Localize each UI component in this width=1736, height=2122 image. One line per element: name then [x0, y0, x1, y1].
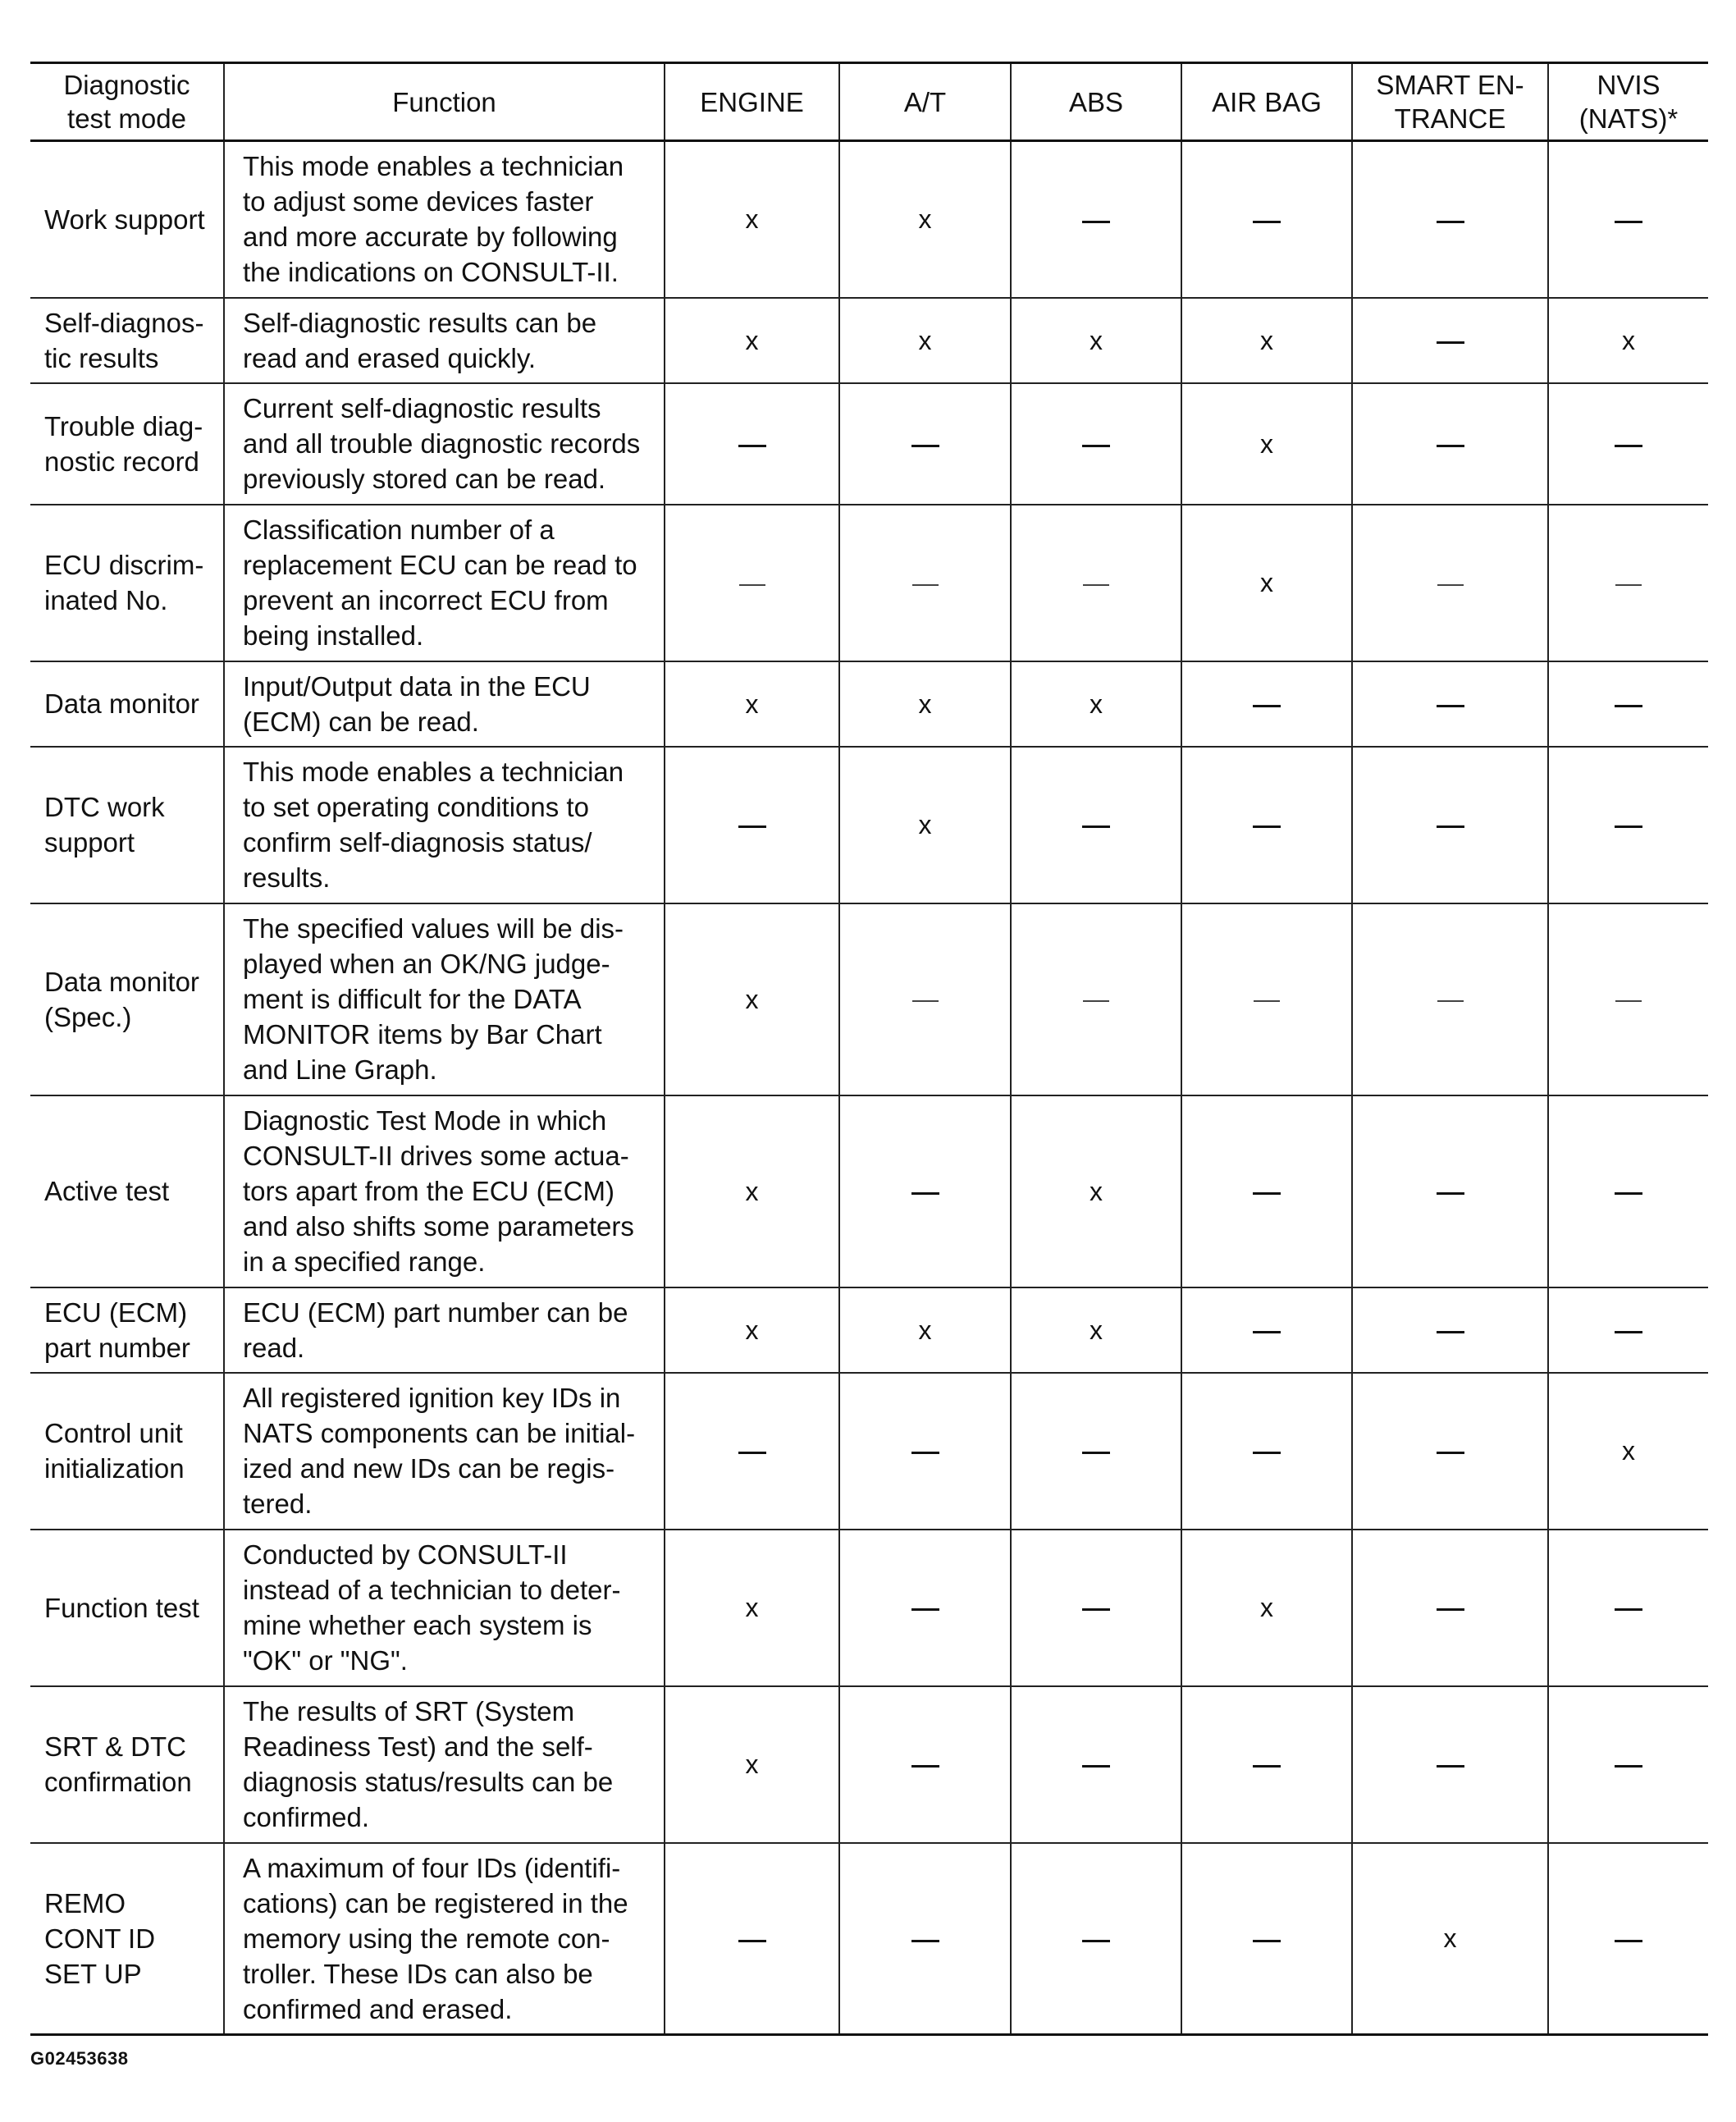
support-cell-smart-entrance [1352, 903, 1548, 1095]
table-row [30, 1686, 1708, 1843]
not-supported-dash-icon [912, 584, 939, 586]
not-supported-dash-icon [1082, 1765, 1110, 1768]
support-cell-air-bag [1181, 1095, 1352, 1287]
function-description-cell: Current self-diagnostic results and all trouble diagnostic records previously stored can be read. [224, 383, 665, 505]
supported-mark: x [745, 984, 759, 1014]
table-row [30, 505, 1708, 661]
header-function: Function [224, 63, 665, 141]
support-cell-engine [665, 141, 839, 298]
not-supported-dash-icon [1254, 1000, 1280, 1002]
supported-mark: x [918, 204, 932, 235]
not-supported-dash-icon [1615, 445, 1642, 447]
support-cell-smart-entrance [1352, 661, 1548, 747]
support-cell-smart-entrance [1352, 1843, 1548, 2035]
not-supported-dash-icon [911, 1940, 939, 1942]
not-supported-dash-icon [1253, 1452, 1281, 1454]
support-cell-nvis-nats [1548, 383, 1708, 505]
support-cell-abs [1011, 661, 1181, 747]
supported-mark: x [1260, 428, 1273, 459]
table-row [30, 661, 1708, 747]
support-cell-nvis-nats [1548, 661, 1708, 747]
not-supported-dash-icon [911, 1192, 939, 1195]
supported-mark: x [1260, 325, 1273, 355]
support-cell-abs [1011, 298, 1181, 383]
support-cell-at [839, 747, 1011, 903]
header-air-bag: AIR BAG [1181, 63, 1352, 141]
support-cell-at [839, 661, 1011, 747]
header-at: A/T [839, 63, 1011, 141]
table-row [30, 141, 1708, 298]
support-cell-abs [1011, 1095, 1181, 1287]
support-cell-engine [665, 1530, 839, 1686]
not-supported-dash-icon [1437, 1765, 1464, 1768]
not-supported-dash-icon [911, 1765, 939, 1768]
supported-mark: x [1443, 1923, 1457, 1954]
support-cell-smart-entrance [1352, 383, 1548, 505]
supported-mark: x [1090, 1315, 1103, 1345]
support-cell-at [839, 141, 1011, 298]
supported-mark: x [745, 688, 759, 719]
diagnostic-mode-cell: ECU discrim- inated No. [30, 505, 224, 661]
support-cell-air-bag [1181, 505, 1352, 661]
not-supported-dash-icon [1615, 1608, 1642, 1611]
not-supported-dash-icon [911, 1452, 939, 1454]
support-cell-smart-entrance [1352, 1095, 1548, 1287]
supported-mark: x [918, 325, 932, 355]
not-supported-dash-icon [1615, 1000, 1642, 1002]
not-supported-dash-icon [1615, 1331, 1642, 1333]
support-cell-abs [1011, 141, 1181, 298]
diagnostic-mode-cell: Data monitor [30, 661, 224, 747]
supported-mark: x [918, 688, 932, 719]
not-supported-dash-icon [1082, 445, 1110, 447]
supported-mark: x [745, 1315, 759, 1345]
not-supported-dash-icon [1437, 1452, 1464, 1454]
support-cell-at [839, 1843, 1011, 2035]
not-supported-dash-icon [1615, 825, 1642, 828]
function-description-cell: Diagnostic Test Mode in which CONSULT-II drives some actua- tors apart from the ECU (ECM) and also shifts some parameters in a specified range. [224, 1095, 665, 1287]
function-description-cell: Conducted by CONSULT-II instead of a technician to deter- mine whether each system is "OK" or "NG". [224, 1530, 665, 1686]
support-cell-engine [665, 383, 839, 505]
support-cell-air-bag [1181, 747, 1352, 903]
not-supported-dash-icon [1082, 221, 1110, 223]
not-supported-dash-icon [1437, 1192, 1464, 1195]
support-cell-abs [1011, 505, 1181, 661]
header-abs: ABS [1011, 63, 1181, 141]
supported-mark: x [1622, 325, 1635, 355]
not-supported-dash-icon [1253, 221, 1281, 223]
support-cell-air-bag [1181, 383, 1352, 505]
supported-mark: x [1090, 688, 1103, 719]
function-description-cell: This mode enables a technician to set operating conditions to confirm self-diagnosis status/ results. [224, 747, 665, 903]
diagnostic-mode-cell: REMO CONT ID SET UP [30, 1843, 224, 2035]
support-cell-air-bag [1181, 903, 1352, 1095]
support-cell-engine [665, 747, 839, 903]
support-cell-air-bag [1181, 1373, 1352, 1530]
support-cell-abs [1011, 1843, 1181, 2035]
function-description-cell: The results of SRT (System Readiness Test) and the self- diagnosis status/results can be confirmed. [224, 1686, 665, 1843]
support-cell-smart-entrance [1352, 1373, 1548, 1530]
not-supported-dash-icon [1437, 1000, 1464, 1002]
not-supported-dash-icon [1437, 1608, 1464, 1611]
header-nvis-nats: NVIS (NATS)* [1548, 63, 1708, 141]
supported-mark: x [1260, 568, 1273, 597]
not-supported-dash-icon [739, 584, 765, 586]
diagnostic-mode-cell: Work support [30, 141, 224, 298]
diagnostic-mode-cell: SRT & DTC confirmation [30, 1686, 224, 1843]
not-supported-dash-icon [1437, 584, 1464, 586]
table-row [30, 1095, 1708, 1287]
header-diagnostic-test-mode: Diagnostic test mode [30, 63, 224, 141]
table-header-row [30, 63, 1708, 141]
diagnostic-mode-cell: Trouble diag- nostic record [30, 383, 224, 505]
support-cell-nvis-nats [1548, 747, 1708, 903]
support-cell-smart-entrance [1352, 747, 1548, 903]
support-cell-abs [1011, 1530, 1181, 1686]
diagnostic-mode-cell: Function test [30, 1530, 224, 1686]
function-description-cell: Input/Output data in the ECU (ECM) can be read. [224, 661, 665, 747]
function-description-cell: Classification number of a replacement ECU can be read to prevent an incorrect ECU from being installed. [224, 505, 665, 661]
support-cell-nvis-nats [1548, 1686, 1708, 1843]
diagnostic-mode-cell: Control unit initialization [30, 1373, 224, 1530]
not-supported-dash-icon [1083, 1000, 1109, 1002]
support-cell-at [839, 383, 1011, 505]
support-cell-engine [665, 505, 839, 661]
support-cell-air-bag [1181, 141, 1352, 298]
support-cell-at [839, 1287, 1011, 1373]
not-supported-dash-icon [1253, 1192, 1281, 1195]
support-cell-at [839, 298, 1011, 383]
support-cell-engine [665, 1095, 839, 1287]
support-cell-nvis-nats [1548, 903, 1708, 1095]
not-supported-dash-icon [1253, 705, 1281, 707]
support-cell-smart-entrance [1352, 1686, 1548, 1843]
not-supported-dash-icon [1437, 221, 1464, 223]
support-cell-nvis-nats [1548, 1287, 1708, 1373]
support-cell-abs [1011, 1287, 1181, 1373]
not-supported-dash-icon [1437, 341, 1464, 344]
support-cell-abs [1011, 747, 1181, 903]
support-cell-air-bag [1181, 1686, 1352, 1843]
not-supported-dash-icon [911, 445, 939, 447]
support-cell-smart-entrance [1352, 1530, 1548, 1686]
support-cell-air-bag [1181, 298, 1352, 383]
not-supported-dash-icon [1437, 445, 1464, 447]
support-cell-air-bag [1181, 1843, 1352, 2035]
not-supported-dash-icon [738, 825, 766, 828]
support-cell-nvis-nats [1548, 1530, 1708, 1686]
support-cell-engine [665, 661, 839, 747]
support-cell-engine [665, 1686, 839, 1843]
not-supported-dash-icon [1082, 1452, 1110, 1454]
not-supported-dash-icon [738, 1452, 766, 1454]
not-supported-dash-icon [1253, 825, 1281, 828]
not-supported-dash-icon [738, 445, 766, 447]
supported-mark: x [1622, 1436, 1635, 1466]
support-cell-engine [665, 903, 839, 1095]
function-description-cell: ECU (ECM) part number can be read. [224, 1287, 665, 1373]
not-supported-dash-icon [1615, 705, 1642, 707]
support-cell-abs [1011, 1686, 1181, 1843]
table-row [30, 903, 1708, 1095]
supported-mark: x [745, 1749, 759, 1779]
diagnostic-mode-cell: Data monitor (Spec.) [30, 903, 224, 1095]
diagnostic-mode-cell: DTC work support [30, 747, 224, 903]
support-cell-nvis-nats [1548, 505, 1708, 661]
table-row [30, 298, 1708, 383]
diagnostic-test-mode-table [30, 62, 1708, 2036]
support-cell-nvis-nats [1548, 1095, 1708, 1287]
supported-mark: x [1090, 1176, 1103, 1206]
function-description-cell: This mode enables a technician to adjust some devices faster and more accurate by following the indications on CONSULT-II. [224, 141, 665, 298]
not-supported-dash-icon [1615, 1940, 1642, 1942]
not-supported-dash-icon [1615, 1192, 1642, 1195]
support-cell-smart-entrance [1352, 1287, 1548, 1373]
table-row [30, 1373, 1708, 1530]
supported-mark: x [745, 1593, 759, 1622]
function-description-cell: Self-diagnostic results can be read and erased quickly. [224, 298, 665, 383]
not-supported-dash-icon [1082, 1608, 1110, 1611]
support-cell-at [839, 903, 1011, 1095]
support-cell-nvis-nats [1548, 141, 1708, 298]
not-supported-dash-icon [1082, 1940, 1110, 1942]
not-supported-dash-icon [911, 1608, 939, 1611]
support-cell-engine [665, 1373, 839, 1530]
support-cell-air-bag [1181, 661, 1352, 747]
diagnostic-mode-cell: Active test [30, 1095, 224, 1287]
function-description-cell: A maximum of four IDs (identifi- cations) can be registered in the memory using the remote con- troller. These IDs can also be confirmed and erased. [224, 1843, 665, 2035]
not-supported-dash-icon [1253, 1765, 1281, 1768]
not-supported-dash-icon [738, 1940, 766, 1942]
table-row [30, 1530, 1708, 1686]
support-cell-engine [665, 298, 839, 383]
support-cell-at [839, 1686, 1011, 1843]
not-supported-dash-icon [1082, 825, 1110, 828]
table-row [30, 747, 1708, 903]
support-cell-air-bag [1181, 1287, 1352, 1373]
support-cell-engine [665, 1843, 839, 2035]
table-row [30, 1843, 1708, 2035]
not-supported-dash-icon [1615, 584, 1642, 586]
supported-mark: x [1260, 1593, 1273, 1622]
support-cell-at [839, 1095, 1011, 1287]
not-supported-dash-icon [1615, 221, 1642, 223]
support-cell-nvis-nats [1548, 298, 1708, 383]
supported-mark: x [918, 810, 932, 839]
support-cell-at [839, 1373, 1011, 1530]
not-supported-dash-icon [1437, 825, 1464, 828]
support-cell-abs [1011, 383, 1181, 505]
not-supported-dash-icon [1253, 1940, 1281, 1942]
supported-mark: x [918, 1315, 932, 1345]
supported-mark: x [745, 325, 759, 355]
support-cell-air-bag [1181, 1530, 1352, 1686]
support-cell-engine [665, 1287, 839, 1373]
figure-id: G02453638 [30, 2048, 129, 2069]
not-supported-dash-icon [912, 1000, 939, 1002]
not-supported-dash-icon [1437, 705, 1464, 707]
table-row [30, 1287, 1708, 1373]
support-cell-at [839, 1530, 1011, 1686]
function-description-cell: The specified values will be dis- played when an OK/NG judge- ment is difficult for the DATA MONITOR items by Bar Chart and Line Graph. [224, 903, 665, 1095]
support-cell-nvis-nats [1548, 1843, 1708, 2035]
not-supported-dash-icon [1083, 584, 1109, 586]
support-cell-smart-entrance [1352, 505, 1548, 661]
support-cell-abs [1011, 1373, 1181, 1530]
supported-mark: x [745, 1176, 759, 1206]
support-cell-abs [1011, 903, 1181, 1095]
not-supported-dash-icon [1437, 1331, 1464, 1333]
support-cell-nvis-nats [1548, 1373, 1708, 1530]
supported-mark: x [1090, 325, 1103, 355]
diagnostic-mode-cell: Self-diagnos- tic results [30, 298, 224, 383]
not-supported-dash-icon [1253, 1331, 1281, 1333]
support-cell-smart-entrance [1352, 298, 1548, 383]
header-smart-entrance: SMART EN- TRANCE [1352, 63, 1548, 141]
diagnostic-mode-cell: ECU (ECM) part number [30, 1287, 224, 1373]
header-engine: ENGINE [665, 63, 839, 141]
supported-mark: x [745, 204, 759, 235]
support-cell-smart-entrance [1352, 141, 1548, 298]
support-cell-at [839, 505, 1011, 661]
table-body [30, 141, 1708, 2035]
not-supported-dash-icon [1615, 1765, 1642, 1768]
function-description-cell: All registered ignition key IDs in NATS components can be initial- ized and new IDs can be regis- tered. [224, 1373, 665, 1530]
table-row [30, 383, 1708, 505]
